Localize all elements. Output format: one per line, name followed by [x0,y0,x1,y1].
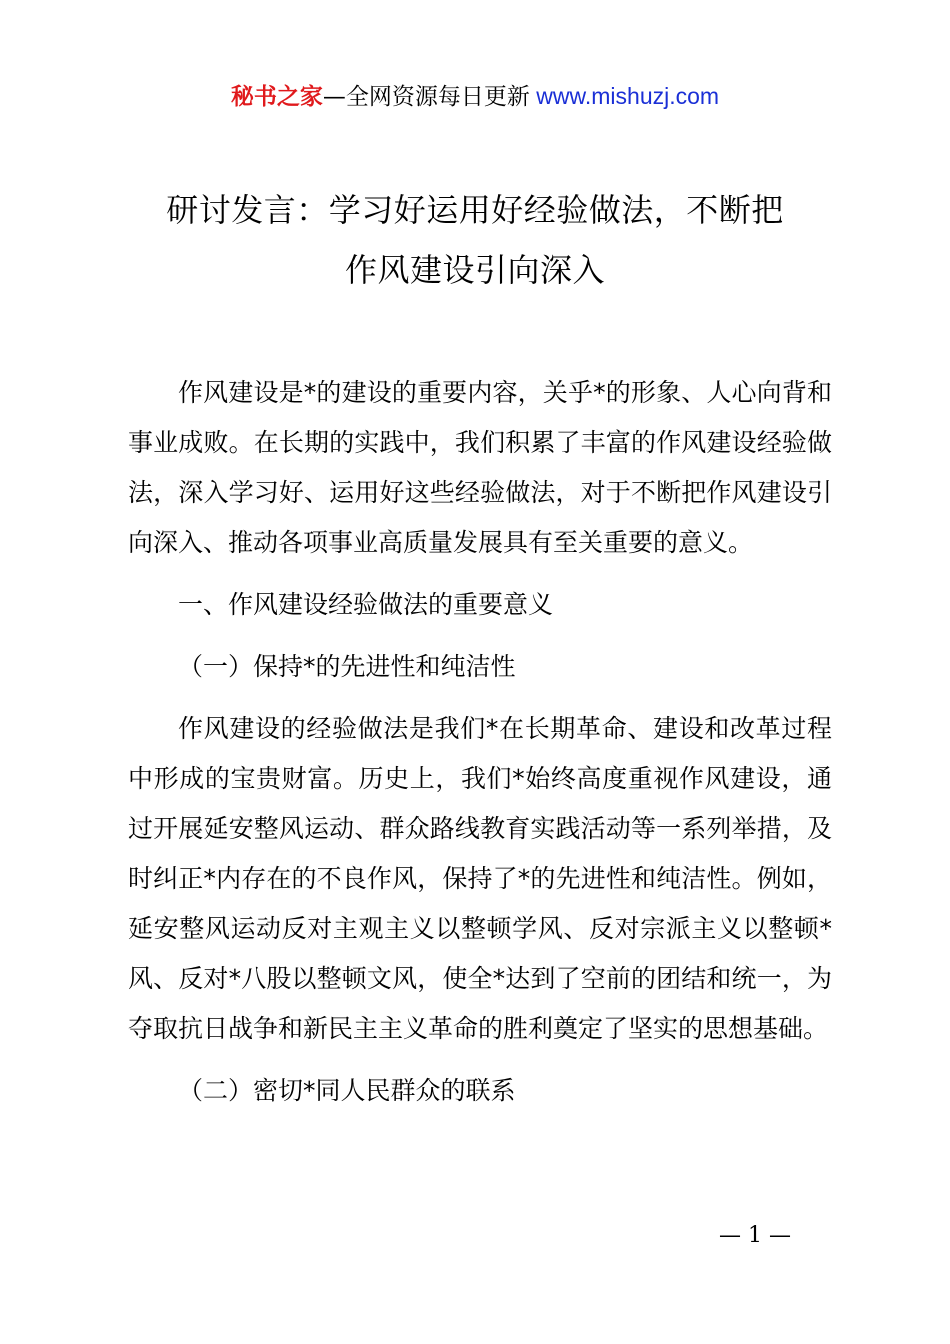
page-number: — 1 — [719,1223,791,1248]
brand-name: 秘书之家 [230,84,323,110]
subsection-heading-2: （二）密切*同人民群众的联系 [178,1076,516,1105]
site-url-link[interactable]: www.mishuzj.com [529,83,720,109]
title-line-1: 研讨发言：学习好运用好经验做法，不断把 [166,191,784,229]
document-title [100,180,850,300]
section-heading-1: 一、作风建设经验做法的重要意义 [178,590,554,619]
title-line-2: 作风建设引向深入 [344,251,605,289]
banner-slogan: —全网资源每日更新 [322,84,530,110]
subsection-heading-1: （一）保持*的先进性和纯洁性 [178,652,516,681]
site-banner [0,80,950,113]
document-body [128,368,832,1128]
body-paragraph-1: 作风建设的经验做法是我们*在长期革命、建设和改革过程中形成的宝贵财富。历史上，我们*始终高度重视作风建设，通过开展延安整风运动、群众路线教育实践活动等一系列举措，及时纠正*内存在的不良作风，保持了*的先进性和纯洁性。例如，延安整风运动反对主观主义以整顿学风、反对宗派主义以整顿*风、反对*八股以整顿文风，使全*达到了空前的团结和统一，为夺取抗日战争和新民主主义革命的胜利奠定了坚实的思想基础。 [128,714,832,1043]
intro-paragraph: 作风建设是*的建设的重要内容，关乎*的形象、人心向背和事业成败。在长期的实践中，我们积累了丰富的作风建设经验做法，深入学习好、运用好这些经验做法，对于不断把作风建设引向深入、推动各项事业高质量发展具有至关重要的意义。 [128,378,832,557]
